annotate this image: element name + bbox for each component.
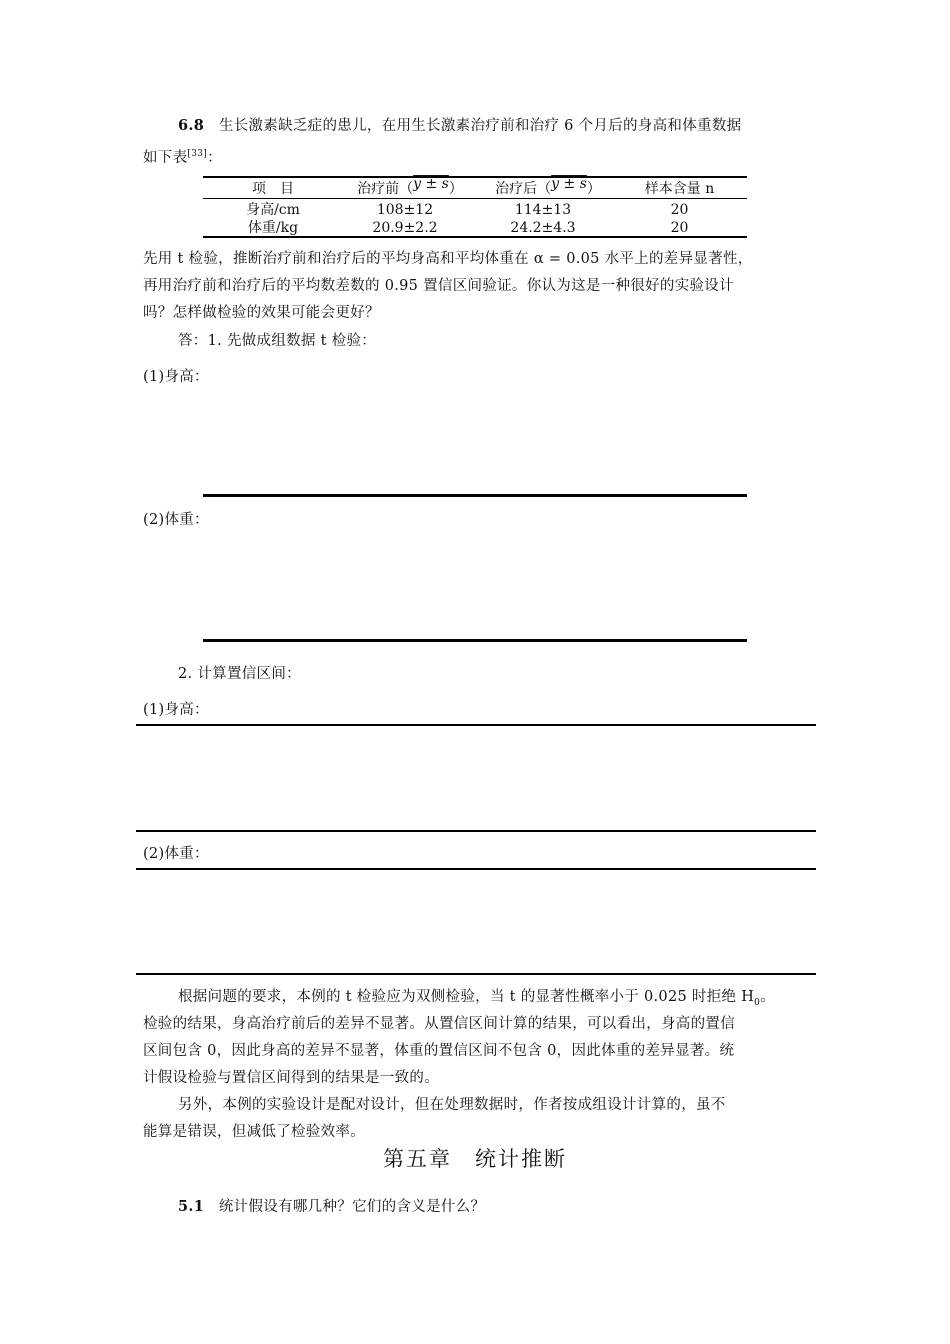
conclusion-line2: 检验的结果，身高治疗前后的差异不显著。从置信区间计算的结果，可以看出，身高的置信 (143, 1016, 735, 1032)
height-label: (1)身高： (143, 369, 209, 385)
header-before (340, 176, 480, 198)
answer-step1: 答：1. 先做成组数据 t 检验： (178, 333, 377, 349)
mean-sd-formula: y ± s (551, 176, 587, 192)
height-label: (1)身高： (143, 702, 209, 718)
row-item: 体重/kg (247, 220, 299, 236)
header-after (478, 176, 618, 198)
header-n: 样本含量 n (644, 181, 715, 197)
conclusion-line5: 另外，本例的实验设计是配对设计，但在处理数据时，作者按成组设计计算的，虽不 (178, 1097, 726, 1113)
citation: [33] (187, 149, 208, 159)
table-top-rule (203, 176, 747, 178)
problem-text-cont: 如下表 (143, 149, 188, 166)
conclusion-line3: 区间包含 0，因此身高的差异不显著，体重的置信区间不包含 0，因此体重的差异显著。统 (143, 1043, 735, 1059)
weight-label: (2)体重： (143, 846, 209, 862)
conclusion-line4: 计假设检验与置信区间得到的结果是一致的。 (143, 1070, 439, 1086)
problem-text: 生长激素缺乏症的患儿，在用生长激素治疗前和治疗 6 个月后的身高和体重数据 (218, 118, 742, 134)
conclusion-text: 根据问题的要求，本例的 t 检验应为双侧检验，当 t 的显著性概率小于 0.025 时拒绝 H (178, 989, 755, 1005)
answer-rule (136, 724, 816, 726)
question-line3: 吗？怎样做检验的效果可能会更好？ (143, 305, 380, 321)
row-before: 108±12 (376, 202, 434, 218)
row-before: 20.9±2.2 (372, 220, 438, 236)
conclusion-line6: 能算是错误，但减低了检验效率。 (143, 1124, 365, 1140)
paren: ） (586, 181, 601, 197)
row-after: 24.2±4.3 (510, 220, 576, 236)
answer-rule (136, 868, 816, 870)
answer-rule (203, 639, 747, 642)
chapter-title: 第五章 统计推断 (383, 1147, 567, 1171)
mean-sd-formula: y ± s (413, 176, 449, 192)
problem-6-8-line2 (143, 140, 222, 172)
header-before-label: 治疗前（ (357, 181, 414, 197)
question-line1: 先用 t 检验，推断治疗前和治疗后的平均身高和平均体重在 α = 0.05 水平上的差异显著性， (143, 251, 753, 267)
problem-5-1 (178, 1193, 485, 1221)
colon: ： (207, 149, 222, 166)
problem-number: 6.8 (178, 117, 205, 134)
paren: ） (448, 181, 463, 197)
weight-label: (2)体重： (143, 512, 209, 528)
answer-rule (136, 830, 816, 832)
problem-6-8-line1 (178, 112, 741, 140)
header-after-label: 治疗后（ (495, 181, 552, 197)
row-n: 20 (670, 220, 689, 236)
answer-rule (136, 973, 816, 975)
answer-rule (203, 494, 747, 497)
row-n: 20 (670, 202, 689, 218)
table-header-rule (203, 198, 747, 199)
answer-step2: 2. 计算置信区间： (178, 666, 301, 682)
period: 。 (760, 989, 776, 1005)
subscript: 0 (754, 997, 761, 1008)
row-after: 114±13 (514, 202, 572, 218)
problem-number: 5.1 (178, 1198, 205, 1215)
row-item: 身高/cm (246, 202, 300, 218)
header-item: 项 目 (252, 181, 294, 197)
problem-text: 统计假设有哪几种？它们的含义是什么？ (218, 1199, 486, 1215)
question-line2: 再用治疗前和治疗后的平均数差数的 0.95 置信区间验证。你认为这是一种很好的实验设计 (143, 278, 734, 294)
